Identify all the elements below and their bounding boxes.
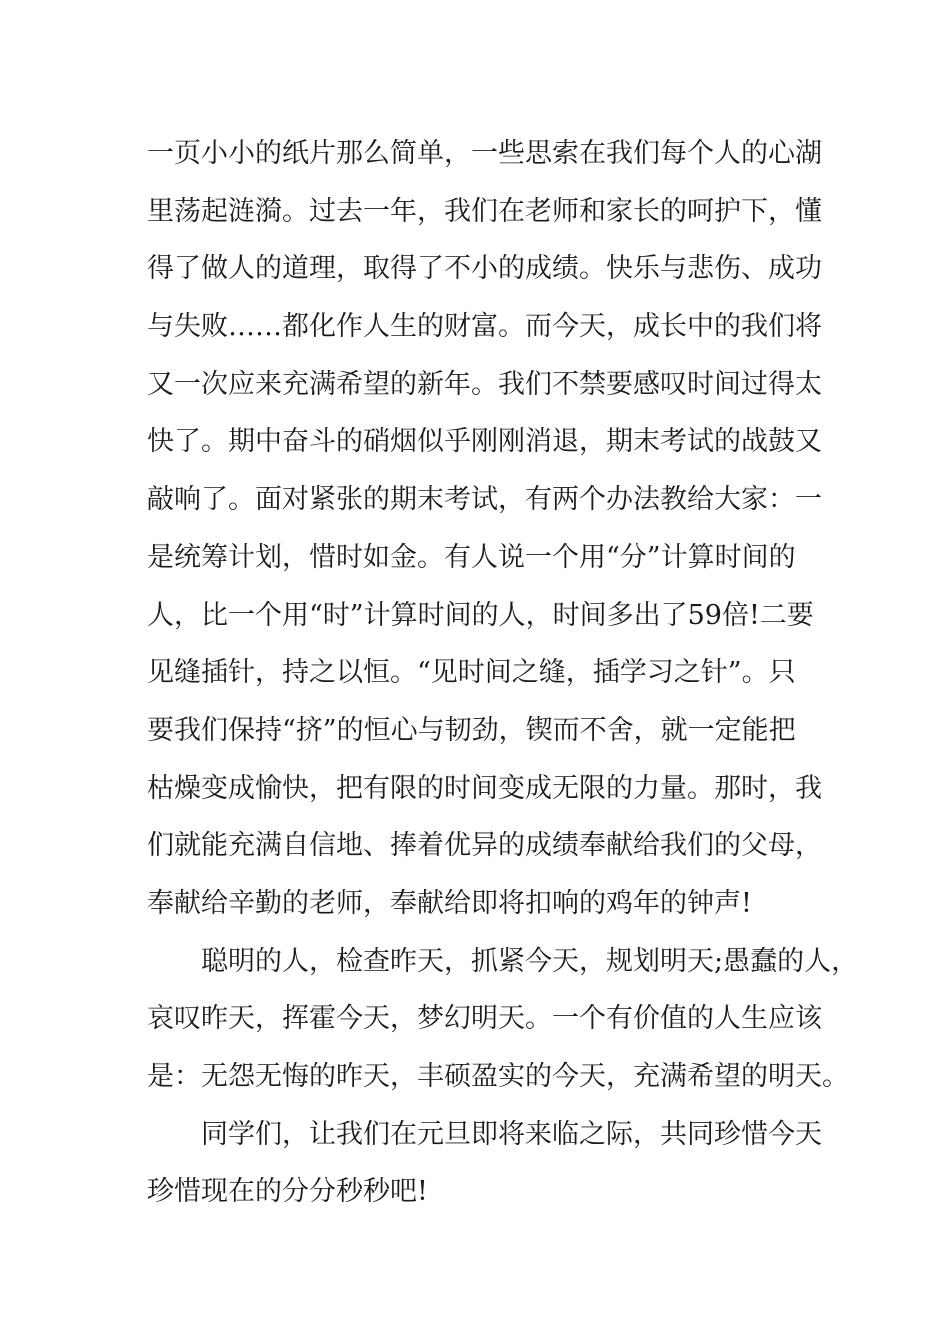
text-line: 是统筹计划，惜时如金。有人说一个用“分”计算时间的 [147,541,796,573]
text-line: 得了做人的道理，取得了不小的成绩。快乐与悲伤、成功 [147,253,822,285]
paragraph-start-line: 聪明的人，检查昨天，抓紧今天，规划明天;愚蠢的人， [201,945,859,977]
document-body [147,125,859,1221]
text-line: 一页小小的纸片那么简单，一些思索在我们每个人的心湖 [147,138,822,169]
text-line: 是：无怨无悔的昨天，丰硕盈实的今天，充满希望的明天。 [147,1061,849,1092]
paragraph-start-line: 同学们，让我们在元旦即将来临之际，共同珍惜今天 [201,1118,822,1150]
text-line: 又一次应来充满希望的新年。我们不禁要感叹时间过得太 [147,368,822,400]
text-line: 快了。期中奋斗的硝烟似乎刚刚消退，期末考试的战鼓又 [147,426,822,458]
text-line: 与失败……都化作人生的财富。而今天，成长中的我们将 [147,311,822,343]
text-line: 人，比一个用“时”计算时间的人，时间多出了59倍!二要 [147,599,814,631]
text-line: 敲响了。面对紧张的期末考试，有两个办法教给大家：一 [147,484,822,516]
text-line: 奉献给辛勤的老师，奉献给即将扣响的鸡年的钟声! [147,887,752,919]
text-line: 枯燥变成愉快，把有限的时间变成无限的力量。那时，我 [147,772,822,804]
text-line: 们就能充满自信地、捧着优异的成绩奉献给我们的父母， [147,830,822,862]
text-line: 见缝插针，持之以恒。“见时间之缝，插学习之针”。只 [147,657,796,689]
text-line: 珍惜现在的分分秒秒吧! [147,1176,428,1208]
text-line: 里荡起涟漪。过去一年，我们在老师和家长的呵护下，懂 [147,195,822,227]
text-line: 要我们保持“挤”的恒心与韧劲，锲而不舍，就一定能把 [147,714,796,746]
text-line: 哀叹昨天，挥霍今天，梦幻明天。一个有价值的人生应该 [147,1003,822,1035]
